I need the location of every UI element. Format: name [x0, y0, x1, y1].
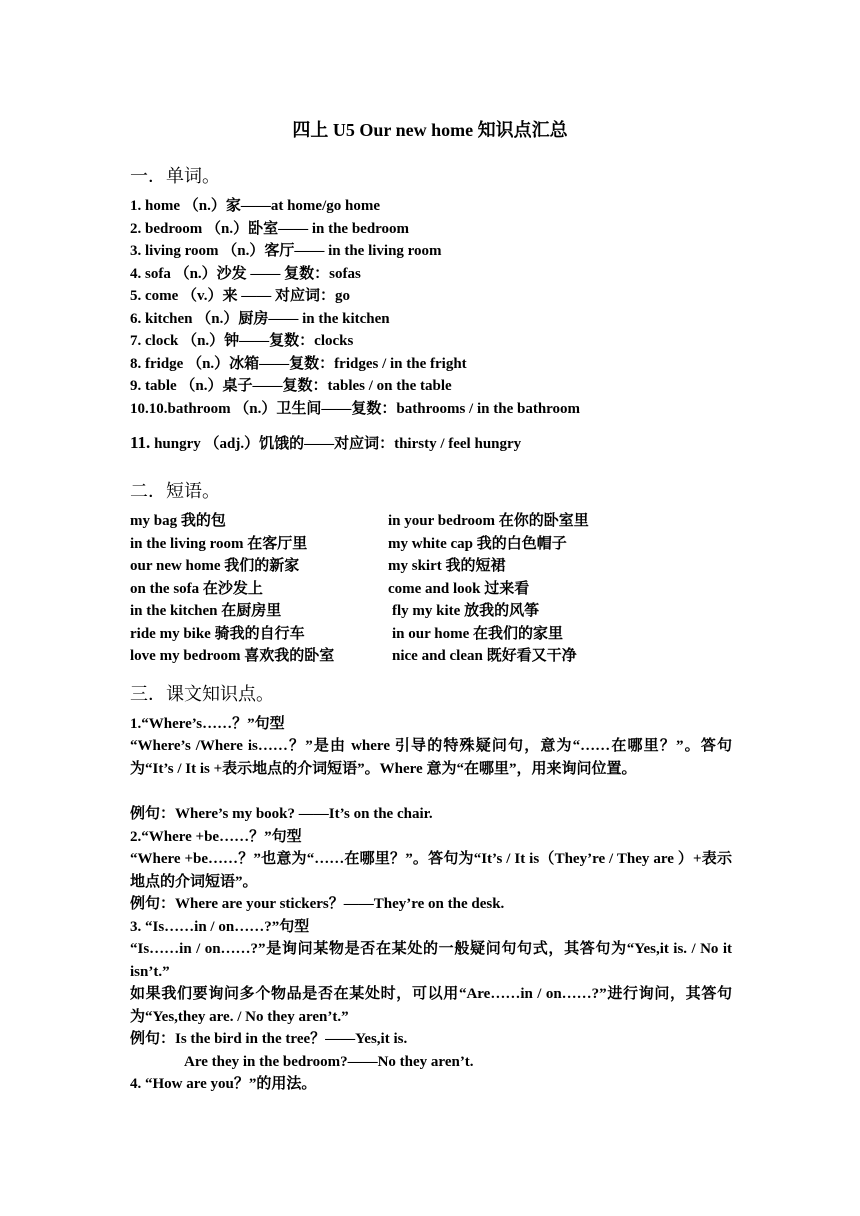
document-title: 四上 U5 Our new home 知识点汇总: [292, 120, 568, 140]
phrase-left-7: love my bedroom 喜欢我的卧室: [130, 648, 335, 664]
phrase-left-1: my bag 我的包: [130, 513, 226, 529]
word-item-1: 1. home （n.）家——at home/go home: [130, 198, 380, 214]
word-item-6: 6. kitchen （n.）厨房—— in the kitchen: [130, 311, 390, 327]
phrase-left-4: on the sofa 在沙发上: [130, 581, 263, 597]
phrase-left-2: in the living room 在客厅里: [130, 536, 308, 552]
phrase-right-5: fly my kite 放我的风筝: [392, 603, 540, 619]
word-item-5: 5. come （v.）来 —— 对应词：go: [130, 288, 350, 304]
word-item-11-number: 11.: [130, 433, 151, 452]
word-item-11-text: hungry （adj.）饥饿的——对应词：thirsty / feel hungry: [150, 436, 522, 452]
point-1-body: “Where’s /Where is……？”是由 where 引导的特殊疑问句，意为“……在哪里？”。答句为“It’s / It is +表示地点的介词短语”。Where 意为“在哪里”，用来询问位置。: [130, 738, 732, 777]
section-heading-phrases: 二．短语。: [130, 481, 220, 501]
word-item-8: 8. fridge （n.）冰箱——复数：fridges / in the fright: [130, 356, 467, 372]
word-item-9: 9. table （n.）桌子——复数：tables / on the table: [130, 378, 452, 394]
phrase-right-3: my skirt 我的短裙: [388, 558, 506, 574]
phrase-right-7: nice and clean 既好看又干净: [392, 648, 577, 664]
point-2-heading: 2.“Where +be……？”句型: [130, 829, 302, 845]
phrase-right-2: my white cap 我的白色帽子: [388, 536, 567, 552]
phrase-left-6: ride my bike 骑我的自行车: [130, 626, 305, 642]
word-item-11: [130, 433, 521, 454]
section-heading-text-points: 三．课文知识点。: [130, 684, 274, 704]
point-3-example-2: Are they in the bedroom?——No they aren’t.: [184, 1054, 474, 1070]
point-3-heading: 3. “Is……in / on……?”句型: [130, 919, 310, 935]
point-2-body: “Where +be……？”也意为“……在哪里？”。答句为“It’s / It is（They’re / They are ）+表示地点的介词短语”。: [130, 851, 732, 890]
point-3-body-2: 如果我们要询问多个物品是否在某处时，可以用“Are……in / on……?”进行询问，其答句为“Yes,they are. / No they aren’t.”: [130, 986, 732, 1025]
phrase-left-3: our new home 我们的新家: [130, 558, 300, 574]
point-2-example: 例句：Where are your stickers？——They’re on the desk.: [130, 896, 505, 912]
point-1-heading: 1.“Where’s……？”句型: [130, 716, 285, 732]
point-1-example: 例句：Where’s my book? ——It’s on the chair.: [130, 806, 433, 822]
point-4-heading: 4. “How are you？”的用法。: [130, 1076, 317, 1092]
phrase-right-6: in our home 在我们的家里: [392, 626, 563, 642]
point-3-example-1: 例句：Is the bird in the tree？——Yes,it is.: [130, 1031, 408, 1047]
word-item-4: 4. sofa （n.）沙发 —— 复数：sofas: [130, 266, 361, 282]
section-heading-words: 一．单词。: [130, 166, 220, 186]
word-item-3: 3. living room （n.）客厅—— in the living room: [130, 243, 442, 259]
point-3-body-1: “Is……in / on……?”是询问某物是否在某处的一般疑问句句式，其答句为“Yes,it is. / No it isn’t.”: [130, 941, 732, 980]
phrase-right-4: come and look 过来看: [388, 581, 530, 597]
word-item-10: 10.10.bathroom （n.）卫生间——复数：bathrooms / in the bathroom: [130, 401, 581, 417]
word-item-2: 2. bedroom （n.）卧室—— in the bedroom: [130, 221, 410, 237]
phrase-left-5: in the kitchen 在厨房里: [130, 603, 282, 619]
phrase-right-1: in your bedroom 在你的卧室里: [388, 513, 589, 529]
word-item-7: 7. clock （n.）钟——复数：clocks: [130, 333, 354, 349]
